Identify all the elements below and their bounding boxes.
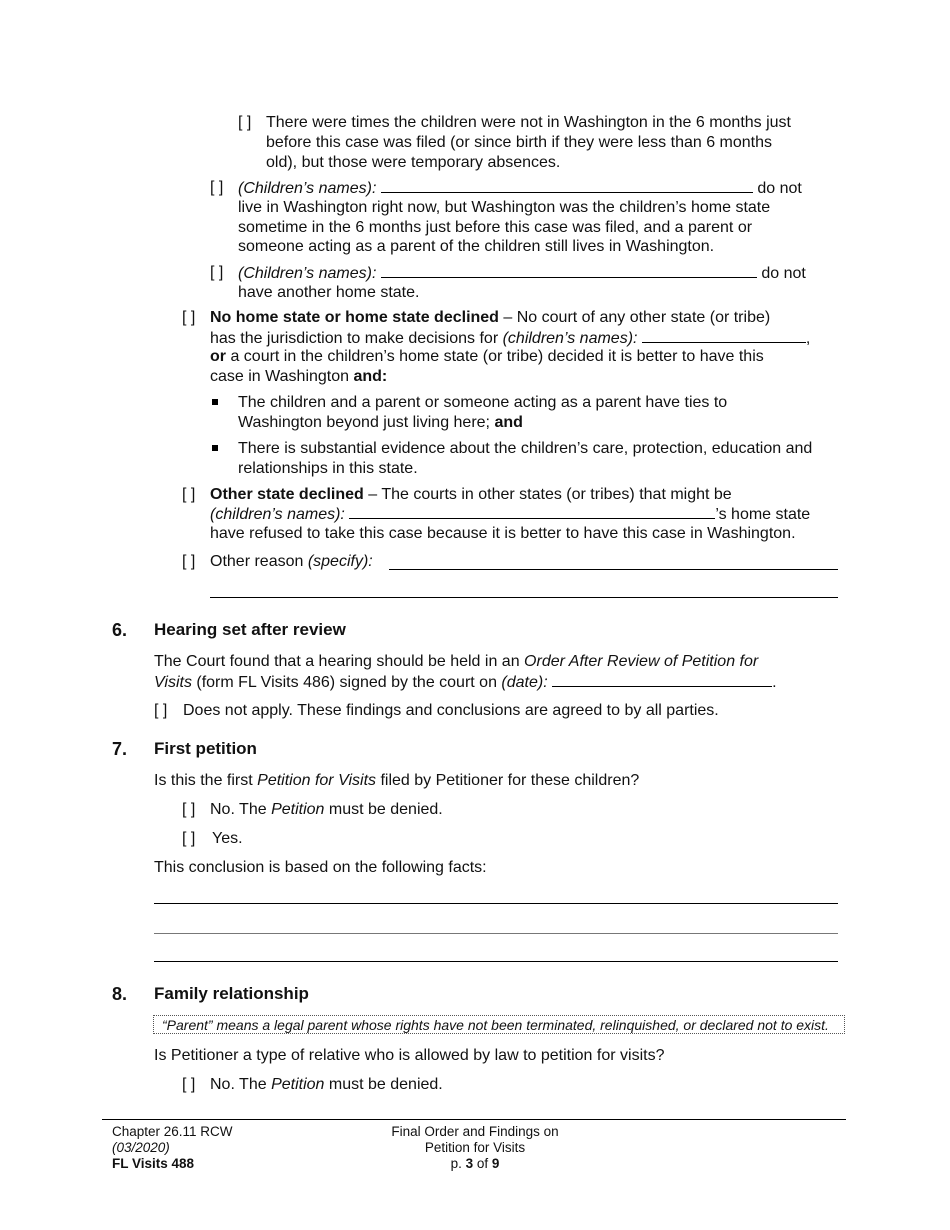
other-reason-label: Other reason (specify):: [210, 553, 373, 570]
childrens-names-field[interactable]: [381, 263, 757, 278]
parent-definition-note: “Parent” means a legal parent whose rights have not been terminated, relinquished, or declared not to exist.: [153, 1015, 845, 1034]
other-state-line1: Other state declined – The courts in other states (or tribes) that might be: [210, 486, 732, 503]
not-live-now-line3: sometime in the 6 months just before this case was filed, and a parent or: [238, 219, 753, 236]
other-reason-field[interactable]: [389, 569, 838, 570]
first-no-text: No. The Petition must be denied.: [210, 801, 443, 818]
childrens-names-field[interactable]: [381, 178, 753, 193]
bullet1-line2: Washington beyond just living here; and: [238, 414, 523, 431]
footer-chapter: Chapter 26.11 RCW: [112, 1124, 233, 1139]
section-title: First petition: [154, 739, 257, 758]
no-other-home-line2: have another home state.: [238, 284, 420, 301]
footer-center: [355, 1124, 595, 1172]
checkbox-not-live-now[interactable]: [ ]: [210, 179, 224, 196]
facts-label: This conclusion is based on the following facts:: [154, 859, 487, 876]
facts-field-line3[interactable]: [154, 961, 838, 962]
bullet-icon: [212, 445, 218, 451]
bullet2-line1: There is substantial evidence about the children’s care, protection, education and: [238, 440, 813, 457]
relative-no-text: No. The Petition must be denied.: [210, 1076, 443, 1093]
other-state-line2: (children’s names): ’s home state: [210, 506, 811, 523]
temp-absences-line3: old), but those were temporary absences.: [266, 154, 561, 171]
checkbox-other-state[interactable]: [ ]: [182, 486, 196, 503]
no-home-state-line3: or a court in the children’s home state (or tribe) decided it is better to have this: [210, 348, 764, 365]
footer-left: [112, 1124, 233, 1172]
checkbox-temp-absences[interactable]: [ ]: [238, 114, 252, 131]
checkbox-relative-no[interactable]: [ ]: [182, 1076, 196, 1093]
footer-page-number: p. 3 of 9: [450, 1156, 500, 1171]
temp-absences-line1: There were times the children were not in Washington in the 6 months just: [266, 114, 791, 131]
facts-field-line1[interactable]: [154, 903, 838, 904]
first-yes-text: Yes.: [212, 830, 243, 847]
checkbox-no-home-state[interactable]: [ ]: [182, 309, 196, 326]
hearing-line1: The Court found that a hearing should be held in an Order After Review of Petition for: [154, 653, 759, 670]
bullet1-line1: The children and a parent or someone acting as a parent have ties to: [238, 394, 728, 411]
childrens-names-field[interactable]: [642, 328, 806, 343]
section-number: 6.: [112, 620, 128, 640]
other-reason-field-line2[interactable]: [210, 597, 838, 598]
footer-form-title-line2: Petition for Visits: [424, 1140, 526, 1155]
not-live-now-line2: live in Washington right now, but Washington was the children’s home state: [238, 199, 771, 216]
no-home-state-line4: case in Washington and:: [210, 368, 388, 385]
checkbox-no-other-home[interactable]: [ ]: [210, 264, 224, 281]
section-title: Family relationship: [154, 984, 309, 1003]
do-not-text: do not: [757, 180, 802, 197]
relative-question: Is Petitioner a type of relative who is allowed by law to petition for visits?: [154, 1047, 665, 1064]
childrens-names-field[interactable]: [349, 504, 715, 519]
checkbox-first-yes[interactable]: [ ]: [182, 830, 196, 847]
does-not-apply-text: Does not apply. These findings and conclusions are agreed to by all parties.: [183, 702, 719, 719]
childrens-names-label: (Children’s names):: [238, 265, 377, 282]
footer-divider: [102, 1119, 846, 1120]
footer-date: (03/2020): [112, 1140, 170, 1155]
checkbox-first-no[interactable]: [ ]: [182, 801, 196, 818]
section-title: Hearing set after review: [154, 620, 346, 639]
facts-field-line2[interactable]: [154, 933, 838, 934]
not-live-now-line4: someone acting as a parent of the children still lives in Washington.: [238, 238, 715, 255]
temp-absences-line2: before this case was filed (or since birth if they were less than 6 months: [266, 134, 773, 151]
date-field[interactable]: [552, 672, 772, 687]
checkbox-other-reason[interactable]: [ ]: [182, 553, 196, 570]
checkbox-does-not-apply[interactable]: [ ]: [154, 702, 168, 719]
hearing-line2: Visits (form FL Visits 486) signed by the court on (date): .: [154, 674, 777, 691]
footer-form-id: FL Visits 488: [112, 1156, 195, 1171]
section-number: 7.: [112, 739, 128, 759]
section-number: 8.: [112, 984, 128, 1004]
no-home-state-line2: has the jurisdiction to make decisions for (children’s names): ,: [210, 330, 811, 347]
no-other-home-line1: [238, 263, 806, 284]
other-state-line3: have refused to take this case because it is better to have this case in Washington.: [210, 525, 796, 542]
footer-form-title-line1: Final Order and Findings on: [391, 1124, 559, 1139]
childrens-names-label: (Children’s names):: [238, 180, 377, 197]
bullet-icon: [212, 399, 218, 405]
first-petition-question: Is this the first Petition for Visits filed by Petitioner for these children?: [154, 772, 640, 789]
no-home-state-line1: No home state or home state declined – No court of any other state (or tribe): [210, 309, 771, 326]
not-live-now-line1: [238, 178, 802, 199]
bullet2-line2: relationships in this state.: [238, 460, 418, 477]
do-not-text: do not: [761, 265, 806, 282]
